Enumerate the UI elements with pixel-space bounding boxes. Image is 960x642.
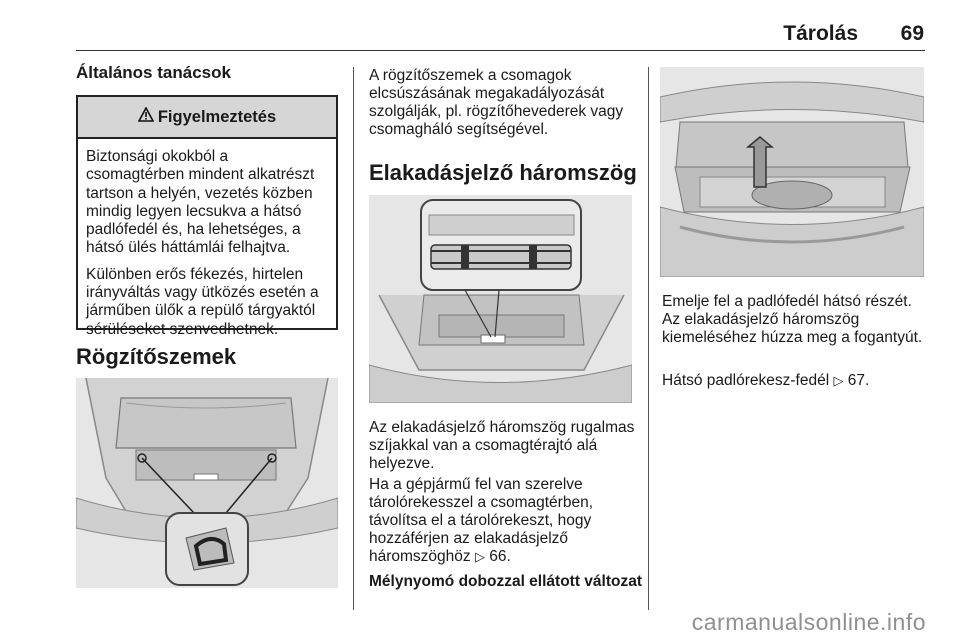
heading-general-advice: Általános tanácsok — [76, 63, 231, 82]
triangle-paragraph-2-text: Ha a gépjármű fel van szerelve tárolórekesszel a csomagtérben, távolítsa el a tárolórekeszt, hogy hozzáférjen az elakadásjelző háromszöghöz — [369, 476, 594, 565]
header-divider — [76, 50, 925, 51]
column-divider-left — [353, 67, 354, 610]
column-divider-right — [648, 67, 649, 610]
triangle-paragraph-1: Az elakadásjelző háromszög rugalmas szíjakkal van a csomagtérajtó alá helyezve. — [369, 419, 635, 472]
floor-cover-illustration — [660, 67, 924, 277]
floor-cover-paragraph-1: Emelje fel a padlófedél hátsó részét. Az elakadásjelző háromszög kiemeléséhez húzza meg a fogantyút. — [662, 293, 923, 346]
warning-header — [78, 97, 336, 139]
anchors-intro-text: A rögzítőszemek a csomagok elcsúszásának megakadályozását szolgálják, pl. rögzítőhevederek vagy csomagháló segítségével. — [369, 67, 624, 138]
warning-paragraph-2: Különben erős fékezés, hirtelen irányváltás vagy ütközés esetén a járműben ülők a repülő tárgyaktól sérüléseket szenvedhetnek. — [86, 265, 319, 338]
floor-cover-paragraph-2 — [662, 372, 928, 390]
warning-triangle-illustration — [369, 195, 632, 403]
heading-anchors: Rögzítőszemek — [76, 344, 237, 369]
warning-paragraph-1: Biztonsági okokból a csomagtérben mindent alkatrészt tartson a helyén, vezetés közben mindig legyen lecsukva a hátsó padlófedél és, ha lehetséges, a hátsó ülés háttámlái felhajtva. — [86, 148, 315, 257]
heading-warning-triangle: Elakadásjelző háromszög — [369, 160, 637, 185]
floor-cover-paragraph-2-ref[interactable]: 67. — [847, 372, 870, 389]
floor-cover-paragraph-2-text: Hátsó padlórekesz-fedél — [662, 372, 830, 389]
page-reference-arrow-icon: ▷ — [474, 549, 485, 564]
warning-triangle-icon — [138, 107, 154, 127]
anchors-illustration — [76, 378, 338, 588]
triangle-paragraph-2-ref[interactable]: 66. — [489, 548, 511, 565]
warning-body — [78, 139, 336, 339]
triangle-paragraph-2 — [369, 476, 635, 566]
warning-box — [76, 95, 338, 338]
page-number: 69 — [900, 22, 924, 45]
section-title: Tárolás — [783, 22, 858, 45]
page-reference-arrow-icon: ▷ — [833, 373, 844, 388]
subwoofer-variant-subheading: Mélynyomó dobozzal ellátott változat — [369, 573, 642, 590]
watermark: carmanualsonline.info — [691, 609, 926, 635]
warning-title: Figyelmeztetés — [157, 107, 277, 126]
